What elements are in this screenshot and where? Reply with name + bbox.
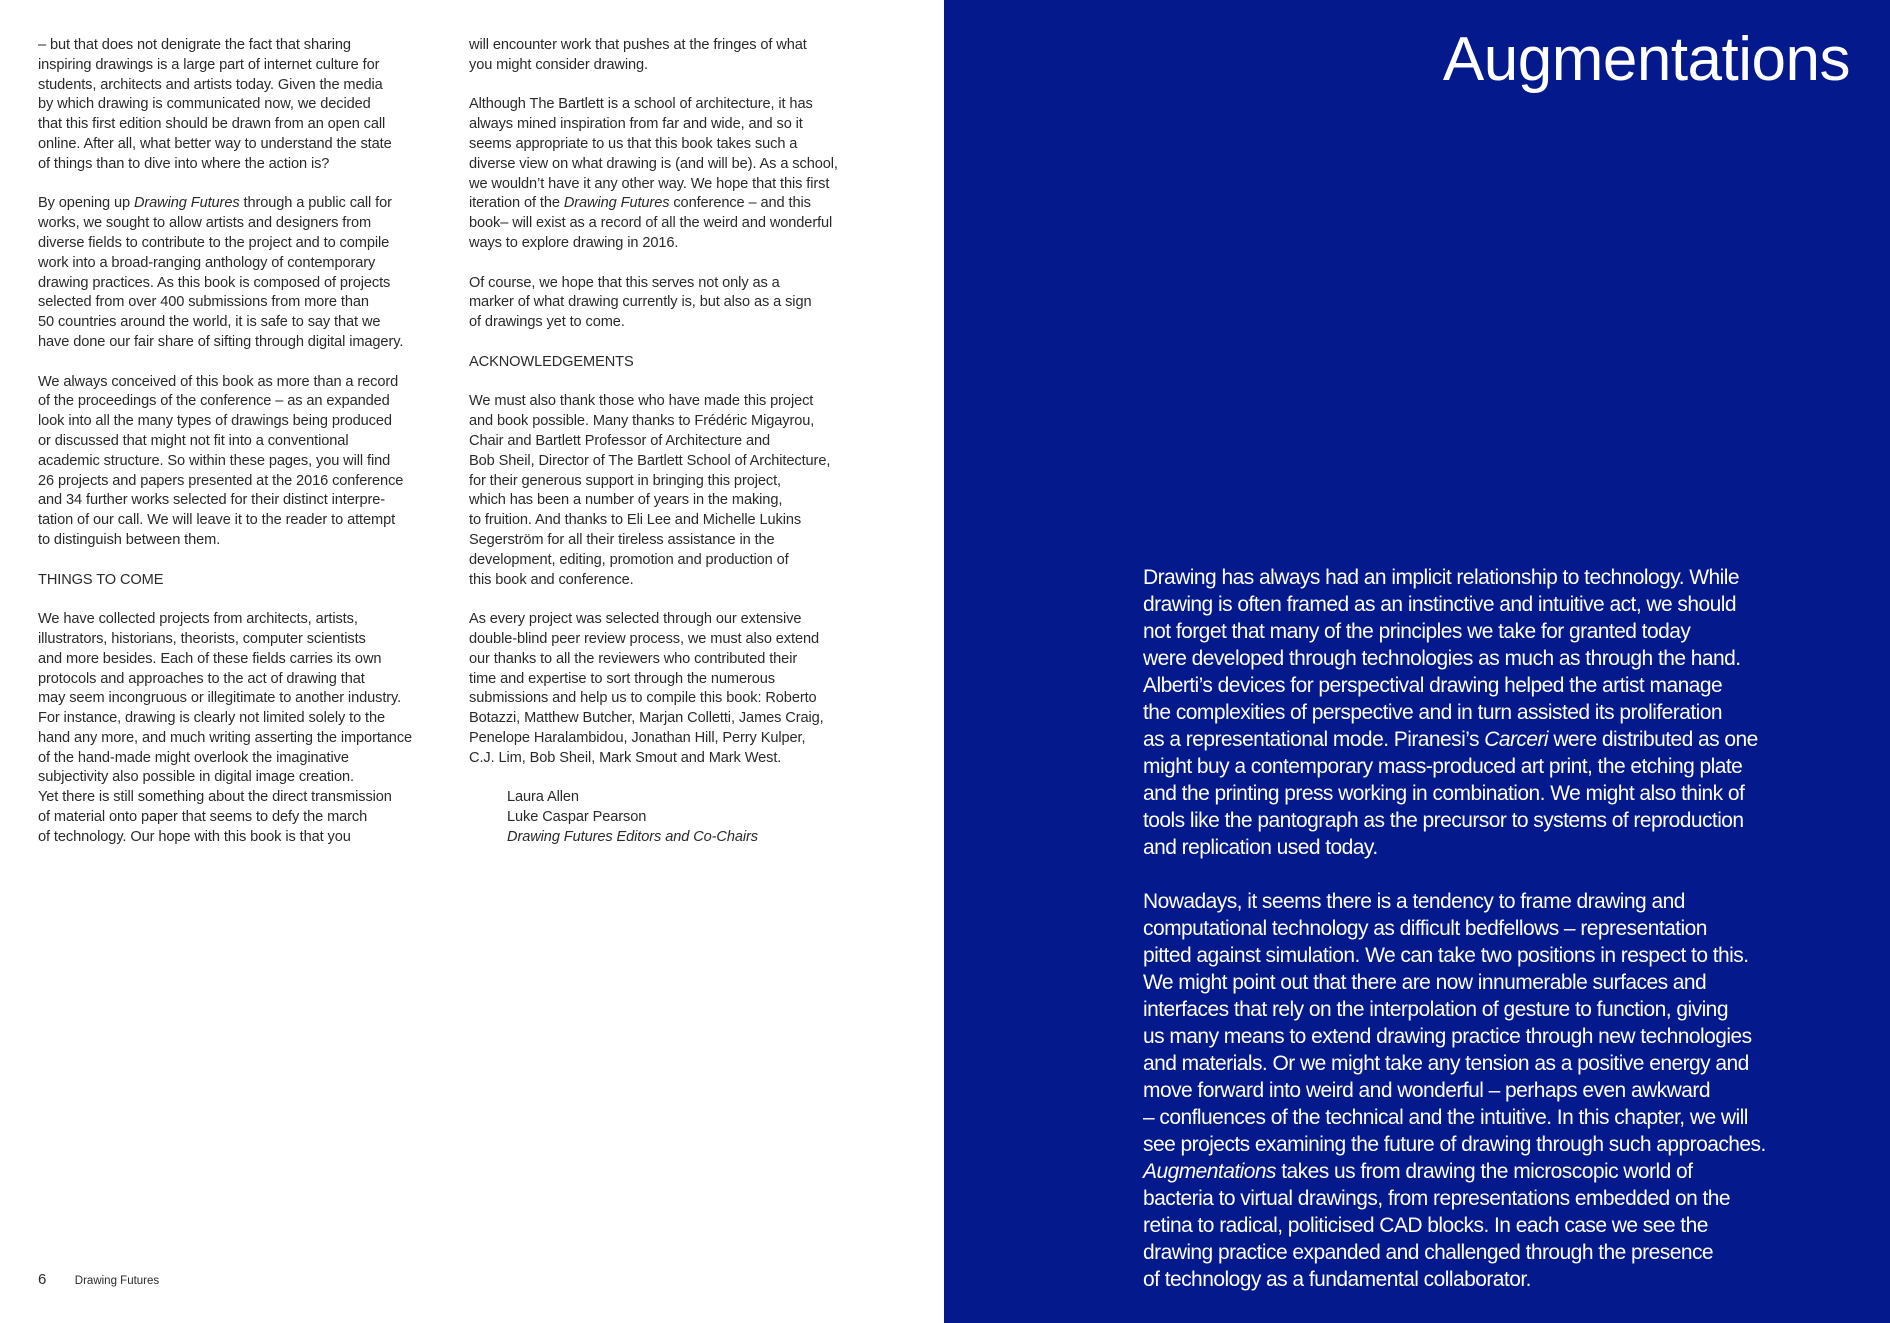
text-line: work into a broad-ranging anthology of contemporary xyxy=(38,254,376,271)
text-line: diverse view on what drawing is (and will be). As a school, xyxy=(469,155,838,172)
text-line: protocols and approaches to the act of drawing that xyxy=(38,670,365,687)
chapter-title: Augmentations xyxy=(1442,25,1850,94)
text-line: and book possible. Many thanks to Frédéric Migayrou, xyxy=(469,413,815,430)
text-line: marker of what drawing currently is, but also as a sign xyxy=(469,294,812,311)
text-line: our thanks to all the reviewers who contributed their xyxy=(469,650,798,667)
text-line: submissions and help us to compile this book: Roberto xyxy=(469,690,817,707)
text-span: were distributed as one xyxy=(1548,728,1758,751)
italic-text: Augmentations xyxy=(1143,1160,1276,1183)
text-line: Luke Caspar Pearson xyxy=(507,809,647,826)
text-line: see projects examining the future of drawing through such approaches. xyxy=(1143,1133,1766,1156)
text-line: this book and conference. xyxy=(469,571,634,588)
paragraph-gap xyxy=(469,373,838,393)
text-column-1 xyxy=(38,36,412,848)
text-line: and materials. Or we might take any tension as a positive energy and xyxy=(1143,1052,1749,1075)
paragraph-gap xyxy=(38,353,412,373)
paragraph-gap xyxy=(469,333,838,353)
text-line: not forget that many of the principles we take for granted today xyxy=(1143,620,1691,643)
text-line xyxy=(469,194,838,214)
paragraph-gap xyxy=(469,76,838,96)
text-line: online. After all, what better way to understand the state xyxy=(38,135,392,152)
text-line: Botazzi, Matthew Butcher, Marjan Colletti, James Craig, xyxy=(469,710,824,727)
paragraph-gap xyxy=(469,254,838,274)
text-line xyxy=(1143,1158,1766,1185)
text-span: iteration of the xyxy=(469,195,564,212)
text-line xyxy=(1143,726,1766,753)
paragraph-gap xyxy=(38,175,412,195)
text-line: book– will exist as a record of all the weird and wonderful xyxy=(469,215,833,232)
text-column-2 xyxy=(469,36,838,848)
text-line: For instance, drawing is clearly not limited solely to the xyxy=(38,710,386,727)
text-line: and the printing press working in combination. We might also think of xyxy=(1143,782,1745,805)
text-line: that this first edition should be drawn from an open call xyxy=(38,116,386,133)
text-line: tools like the pantograph as the precursor to systems of reproduction xyxy=(1143,809,1744,832)
text-line: students, architects and artists today. Given the media xyxy=(38,76,383,93)
text-line: drawing is often framed as an instinctive and intuitive act, we should xyxy=(1143,593,1737,616)
text-line: pitted against simulation. We can take two positions in respect to this. xyxy=(1143,944,1749,967)
text-line: C.J. Lim, Bob Sheil, Mark Smout and Mark West. xyxy=(469,749,782,766)
text-line: – confluences of the technical and the intuitive. In this chapter, we will xyxy=(1143,1106,1748,1129)
text-line: Segerström for all their tireless assistance in the xyxy=(469,531,775,548)
text-line: of things than to dive into where the action is? xyxy=(38,155,330,172)
text-line: of technology as a fundamental collaborator. xyxy=(1143,1268,1531,1291)
chapter-intro-text xyxy=(1143,564,1766,1293)
text-span: as a representational mode. Piranesi’s xyxy=(1143,728,1485,751)
text-line: subjectivity also possible in digital image creation. xyxy=(38,769,354,786)
text-line: development, editing, promotion and production of xyxy=(469,551,789,568)
text-line: double-blind peer review process, we must also extend xyxy=(469,630,820,647)
text-line: tation of our call. We will leave it to the reader to attempt xyxy=(38,512,396,529)
text-line: were developed through technologies as much as through the hand. xyxy=(1143,647,1741,670)
text-line: drawing practice expanded and challenged through the presence xyxy=(1143,1241,1714,1264)
text-line: illustrators, historians, theorists, computer scientists xyxy=(38,630,366,647)
text-line: of material onto paper that seems to defy the march xyxy=(38,809,368,826)
text-line: seems appropriate to us that this book takes such a xyxy=(469,135,798,152)
text-line: 50 countries around the world, it is safe to say that we xyxy=(38,314,381,331)
italic-text: Drawing Futures xyxy=(133,195,240,212)
text-line: have done our fair share of sifting through digital imagery. xyxy=(38,333,404,350)
text-line: for their generous support in bringing this project, xyxy=(469,472,781,489)
text-line: interfaces that rely on the interpolation of gesture to function, giving xyxy=(1143,998,1728,1021)
text-line: Of course, we hope that this serves not only as a xyxy=(469,274,780,291)
page-number: 6 xyxy=(38,1271,47,1288)
text-line: of technology. Our hope with this book is that you xyxy=(38,828,351,845)
text-line: ways to explore drawing in 2016. xyxy=(469,234,679,251)
text-line: and 34 further works selected for their distinct interpre- xyxy=(38,492,386,509)
text-line: works, we sought to allow artists and designers from xyxy=(38,215,372,232)
text-line: us many means to extend drawing practice through new technologies xyxy=(1143,1025,1752,1048)
italic-text: Drawing Futures Editors and Co-Chairs xyxy=(507,828,758,845)
text-line: academic structure. So within these pages, you will find xyxy=(38,452,391,469)
paragraph-gap xyxy=(1143,861,1766,888)
text-line: computational technology as difficult bedfellows – representation xyxy=(1143,917,1707,940)
text-line: Penelope Haralambidou, Jonathan Hill, Perry Kulper, xyxy=(469,729,806,746)
text-line: Drawing has always had an implicit relationship to technology. While xyxy=(1143,566,1740,589)
text-line: time and expertise to sort through the numerous xyxy=(469,670,775,687)
text-span: through a public call for xyxy=(239,195,392,212)
text-line: We must also thank those who have made this project xyxy=(469,393,814,410)
text-line: to fruition. And thanks to Eli Lee and Michelle Lukins xyxy=(469,512,802,529)
text-line: THINGS TO COME xyxy=(38,571,164,588)
italic-text: Drawing Futures xyxy=(563,195,670,212)
text-line: look into all the many types of drawings being produced xyxy=(38,413,392,430)
text-line: the complexities of perspective and in turn assisted its proliferation xyxy=(1143,701,1722,724)
paragraph-gap xyxy=(469,768,838,788)
text-line: Bob Sheil, Director of The Bartlett School of Architecture, xyxy=(469,452,831,469)
text-line: selected from over 400 submissions from more than xyxy=(38,294,369,311)
text-line: to distinguish between them. xyxy=(38,531,221,548)
text-line: of the hand-made might overlook the imaginative xyxy=(38,749,349,766)
text-span: By opening up xyxy=(38,195,134,212)
text-line: we wouldn’t have it any other way. We hope that this first xyxy=(469,175,830,192)
page-footer xyxy=(38,1271,159,1289)
text-line: will encounter work that pushes at the fringes of what xyxy=(469,37,807,53)
paragraph-gap xyxy=(38,590,412,610)
text-line: of drawings yet to come. xyxy=(469,314,625,331)
text-line: Laura Allen xyxy=(507,789,579,806)
text-line: inspiring drawings is a large part of internet culture for xyxy=(38,56,380,73)
italic-text: Carceri xyxy=(1484,728,1549,751)
text-line: of the proceedings of the conference – as an expanded xyxy=(38,393,390,410)
text-line: retina to radical, politicised CAD blocks. In each case we see the xyxy=(1143,1214,1708,1237)
paragraph-gap xyxy=(38,551,412,571)
text-line: We have collected projects from architects, artists, xyxy=(38,611,358,628)
text-line: Alberti’s devices for perspectival drawing helped the artist manage xyxy=(1143,674,1723,697)
text-line: ACKNOWLEDGEMENTS xyxy=(469,353,634,370)
text-line: or discussed that might not fit into a conventional xyxy=(38,432,349,449)
text-span: conference – and this xyxy=(669,195,811,212)
text-line: which has been a number of years in the making, xyxy=(469,492,783,509)
text-line: drawing practices. As this book is composed of projects xyxy=(38,274,391,291)
text-line: Yet there is still something about the direct transmission xyxy=(38,789,392,806)
text-span: takes us from drawing the microscopic world of xyxy=(1275,1160,1693,1183)
text-line: diverse fields to contribute to the project and to compile xyxy=(38,234,390,251)
text-line: and more besides. Each of these fields carries its own xyxy=(38,650,382,667)
text-line: Although The Bartlett is a school of architecture, it has xyxy=(469,96,813,113)
text-line: always mined inspiration from far and wide, and so it xyxy=(469,116,803,133)
text-line xyxy=(38,194,412,214)
text-line: We might point out that there are now innumerable surfaces and xyxy=(1143,971,1707,994)
text-line: might buy a contemporary mass-produced art print, the etching plate xyxy=(1143,755,1743,778)
text-line xyxy=(469,828,838,848)
text-line: As every project was selected through our extensive xyxy=(469,611,802,628)
text-line: Chair and Bartlett Professor of Architecture and xyxy=(469,432,771,449)
paragraph-gap xyxy=(469,590,838,610)
text-line: move forward into weird and wonderful – perhaps even awkward xyxy=(1143,1079,1710,1102)
text-line: may seem incongruous or illegitimate to another industry. xyxy=(38,690,402,707)
text-line: and replication used today. xyxy=(1143,836,1378,859)
text-line: you might consider drawing. xyxy=(469,56,649,73)
text-line: hand any more, and much writing asserting the importance xyxy=(38,729,413,746)
text-line: bacteria to virtual drawings, from representations embedded on the xyxy=(1143,1187,1731,1210)
text-line: We always conceived of this book as more than a record xyxy=(38,373,399,390)
text-line: 26 projects and papers presented at the 2016 conference xyxy=(38,472,404,489)
text-line: Nowadays, it seems there is a tendency to frame drawing and xyxy=(1143,890,1685,913)
text-line: by which drawing is communicated now, we decided xyxy=(38,96,371,113)
running-head: Drawing Futures xyxy=(74,1275,160,1287)
text-line: – but that does not denigrate the fact that sharing xyxy=(38,37,351,53)
